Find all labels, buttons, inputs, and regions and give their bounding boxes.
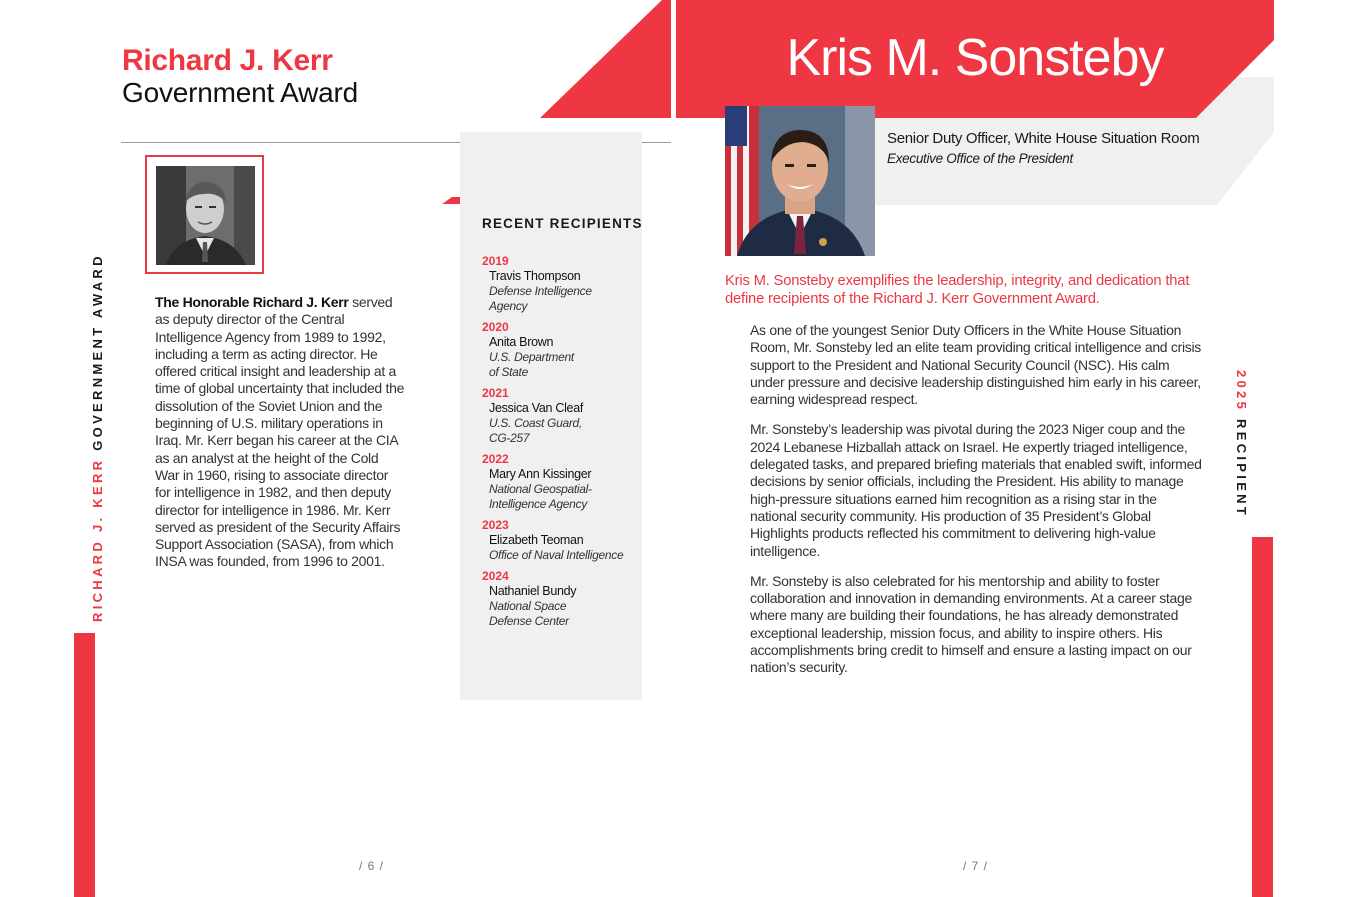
recipient-name: Jessica Van Cleaf: [489, 401, 584, 415]
recipient-org: U.S. Department: [489, 350, 574, 364]
bio-paragraph: As one of the youngest Senior Duty Officers in the White House Situation Room, Mr. Sonsteby led an elite team providing critical intelligence and crisis support to the President and National Security Council (NSC). His calm under pressure and decisive leadership distinguished him early in his career, earning widespread respect.: [750, 322, 1201, 408]
job-organization: Executive Office of the President: [887, 151, 1073, 166]
recipient-name: Mary Ann Kissinger: [489, 467, 592, 481]
bio-paragraph: Mr. Sonsteby’s leadership was pivotal during the 2023 Niger coup and the 2024 Lebanese Hizballah attack on Israel. He expertly triaged intelligence, delegated tasks, and prepared briefing materials that enabled swift, informed decisions by senior officials, including the President. His ability to manage high-pressure situations earned him recognition as a rising star in the national security community. His production of 35 President’s Global Highlights products reflected his commitment to delivering high-value intelligence.: [750, 421, 1202, 559]
recipient-org: Office of Naval Intelligence: [489, 548, 624, 562]
winner-bio: [750, 322, 1202, 690]
left-side-red-bar: [74, 633, 95, 897]
recipient-name: Elizabeth Teoman: [489, 533, 584, 547]
red-triangle-shape: [540, 0, 671, 118]
page-number-left: / 6 /: [359, 859, 385, 873]
winner-lede: Kris M. Sonsteby exemplifies the leadership, integrity, and dedication that define recipients of the Richard J. Kerr Government Award.: [725, 273, 1190, 307]
recipient-org: National Space: [489, 599, 567, 613]
list-item: [482, 452, 637, 512]
award-subtitle: Government Award: [122, 77, 358, 108]
list-item: [482, 254, 637, 314]
recipient-year: 2024: [482, 569, 509, 583]
bio-paragraph: Mr. Sonsteby is also celebrated for his mentorship and ability to foster collaboration and innovation in demanding environments. At a career stage where many are building their foundations, he has already demonstrated exceptional leadership, mission focus, and ability to inspire others. His accomplishments bring credit to himself and ensure a lasting impact on our nation’s security.: [750, 572, 1192, 676]
kerr-bio-text: served as deputy director of the Central Intelligence Agency from 1989 to 1992, including a term as acting director. He offered critical insight and leadership at a time of global uncertainty that included the dissolution of the Soviet Union and the beginning of U.S. military operations in Iraq. Mr. Kerr began his career at the CIA as an analyst at the height of the Cold War in 1960, rising to associate director for intelligence in 1982, and then deputy director for intelligence in 1986. Mr. Kerr served as president of the Security Affairs Support Association (SASA), from which INSA was founded, from 1996 to 2001.: [155, 294, 405, 570]
side-label-recipient: RECIPIENT: [1234, 419, 1249, 519]
page-number-right: / 7 /: [963, 859, 989, 873]
kerr-bio-lead: The Honorable Richard J. Kerr: [155, 294, 349, 310]
winner-name: Kris M. Sonsteby: [786, 29, 1164, 87]
left-side-label: [90, 253, 105, 622]
recipient-year: 2021: [482, 386, 509, 400]
recipient-name: Nathaniel Bundy: [489, 584, 577, 598]
list-item: [482, 518, 637, 563]
recipient-year: 2019: [482, 254, 509, 268]
recipient-org: Defense Center: [489, 614, 569, 628]
recent-recipients-heading: RECENT RECIPIENTS: [482, 216, 643, 231]
kerr-portrait-image: [156, 166, 255, 265]
recipient-org: U.S. Coast Guard,: [489, 416, 582, 430]
recipient-name: Anita Brown: [489, 335, 554, 349]
recipient-org: Intelligence Agency: [489, 497, 587, 511]
recipient-org: Agency: [489, 299, 528, 313]
recipient-name: Travis Thompson: [489, 269, 581, 283]
side-label-dark-part: GOVERNMENT AWARD: [90, 253, 105, 451]
recipient-org: National Geospatial-: [489, 482, 592, 496]
side-label-red-part: RICHARD J. KERR: [90, 457, 105, 622]
sonsteby-portrait-image: [725, 106, 875, 256]
recent-recipients-list: [482, 254, 637, 635]
list-item: [482, 569, 637, 629]
recipient-year: 2020: [482, 320, 509, 334]
recipient-org: CG-257: [489, 431, 530, 445]
side-label-year: 2025: [1234, 370, 1249, 413]
award-title: Richard J. Kerr: [122, 44, 333, 77]
recipient-org: of State: [489, 365, 528, 379]
right-side-red-bar: [1252, 537, 1273, 897]
job-title: Senior Duty Officer, White House Situation Room: [887, 130, 1200, 147]
list-item: [482, 320, 637, 380]
right-side-label: [1234, 370, 1249, 518]
kerr-bio: [155, 294, 405, 571]
recipient-org: Defense Intelligence: [489, 284, 592, 298]
list-item: [482, 386, 637, 446]
recipient-year: 2023: [482, 518, 509, 532]
recipient-year: 2022: [482, 452, 509, 466]
